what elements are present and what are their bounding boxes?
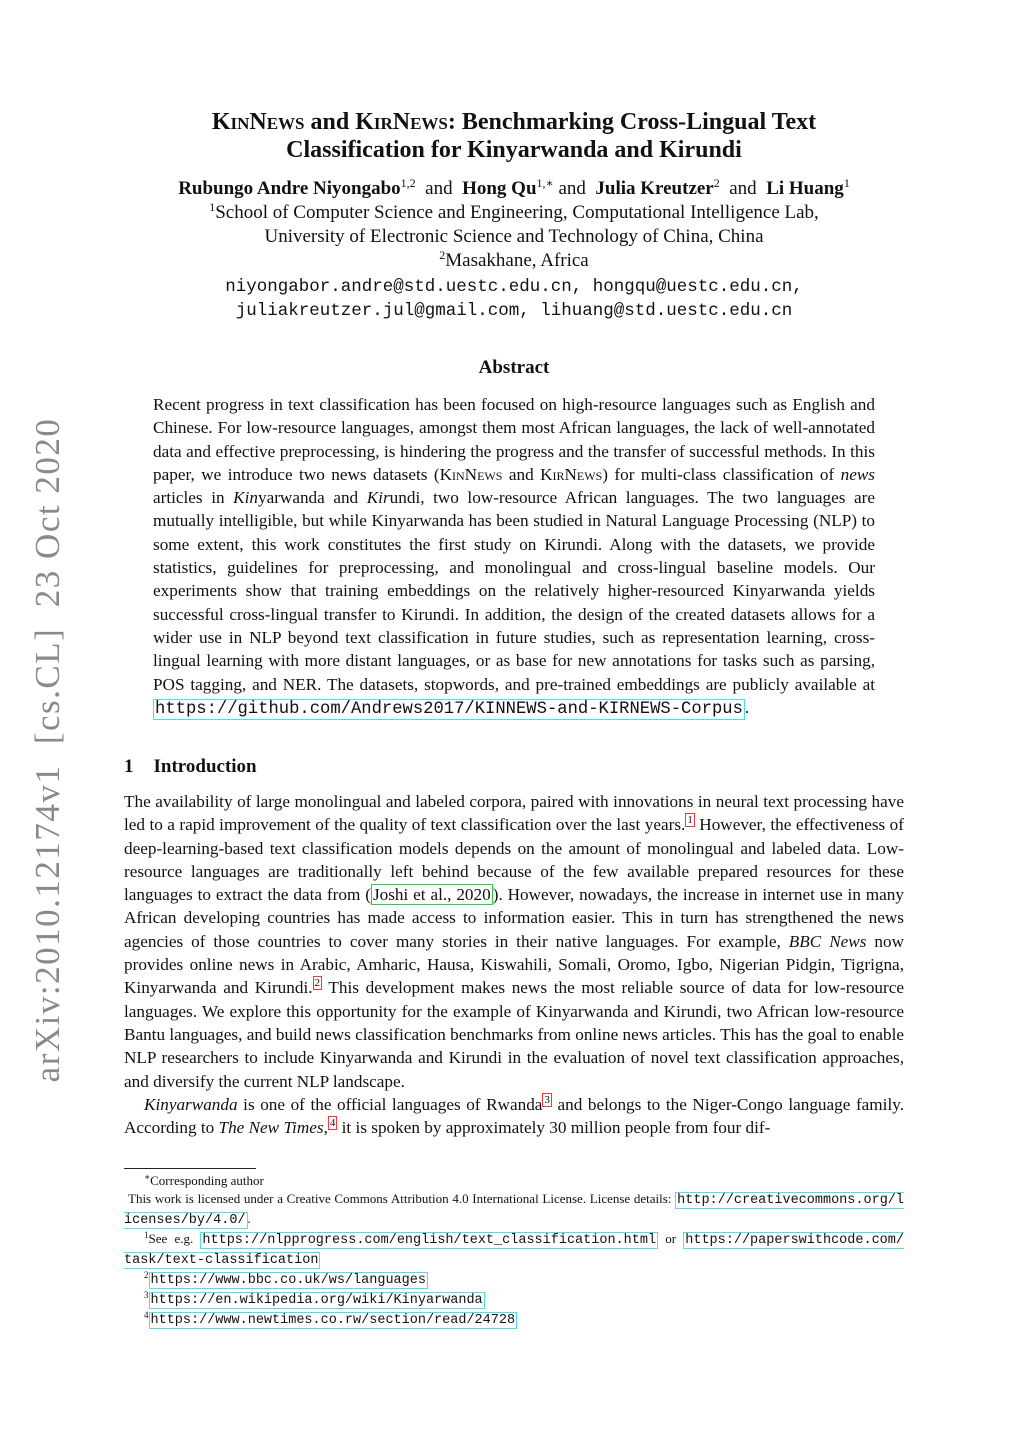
author-emails bbox=[124, 275, 904, 323]
abstract-kin: Kin bbox=[233, 488, 258, 508]
citation-joshi-2020[interactable]: Joshi et al., 2020 bbox=[372, 885, 491, 905]
section-title: Introduction bbox=[153, 756, 257, 777]
intro-p1-a: The availability of large monolingual and labeled corpora, paired with innovations in neural text processing have led to a rapid improvement of the quality of text classification over the last years. bbox=[124, 792, 904, 835]
introduction-body bbox=[124, 790, 904, 1139]
footnote-license bbox=[124, 1190, 904, 1230]
footnote-1 bbox=[124, 1230, 904, 1270]
abstract-text-7: . bbox=[744, 697, 750, 717]
title-line2: Classification for Kinyarwanda and Kirundi bbox=[286, 137, 742, 163]
arxiv-id: arXiv:2010.12174v1 bbox=[28, 764, 67, 1083]
arxiv-stamp bbox=[0, 0, 90, 1448]
footnote-corresponding bbox=[124, 1172, 904, 1190]
abstract-kinnews: KinNews bbox=[439, 464, 503, 484]
intro-p1-c: ). However, nowadays, the increase in internet use in many African developing countries has made access to information easier. This in turn has strengthened the news agencies of those countries to cover many stories in their native languages. For example, bbox=[124, 885, 904, 951]
abstract-kirnews: KirNews bbox=[540, 464, 603, 484]
abstract-heading: Abstract bbox=[478, 357, 550, 378]
abstract-text-4: articles in bbox=[153, 488, 234, 508]
intro-p1-b: However, the effectiveness of deep-learning-based text classification models depends on the amount of monolingual and labeled data. Low-resource languages are traditionally left behind because of the few available prepared resources for these languages to extract the data from ( bbox=[124, 815, 904, 905]
author-3-sup: 2 bbox=[713, 176, 720, 190]
author-1-sup: 1,2 bbox=[400, 176, 416, 190]
abstract-news: news bbox=[840, 464, 875, 484]
email-line-1: niyongabor.andre@std.uestc.edu.cn, hongqu@uestc.edu.cn, bbox=[225, 277, 803, 297]
author-4: Li Huang bbox=[766, 178, 844, 199]
author-list bbox=[124, 177, 904, 201]
title-kinnews: KinNews bbox=[211, 109, 305, 135]
author-sep-3: and bbox=[729, 178, 757, 199]
footnote-4 bbox=[124, 1310, 904, 1330]
footnotes bbox=[124, 1172, 904, 1330]
author-2-sup: 1,∗ bbox=[536, 176, 554, 190]
footnote-2 bbox=[124, 1270, 904, 1290]
affil-line-2: University of Electronic Science and Technology of China, China bbox=[264, 226, 764, 247]
license-link[interactable]: http://creativecommons.org/licenses/by/4.0/ bbox=[124, 1193, 904, 1228]
footnote-link-4[interactable]: 4 bbox=[329, 1117, 336, 1130]
footnote-3 bbox=[124, 1290, 904, 1310]
footnote-4-mark: 4 bbox=[144, 1310, 149, 1320]
footnote-1-text: See e.g. bbox=[148, 1231, 201, 1246]
abstract-text-5: yarwanda and bbox=[257, 488, 367, 508]
intro-paragraph-1 bbox=[124, 790, 904, 1093]
title-line1: : Benchmarking Cross-Lingual Text bbox=[447, 109, 817, 135]
arxiv-category: [cs.CL] bbox=[28, 627, 67, 745]
footnote-3-mark: 3 bbox=[144, 1290, 149, 1300]
author-sep-2: and bbox=[558, 178, 586, 199]
abstract-text-2: and bbox=[502, 464, 541, 484]
footnote-1-or: or bbox=[658, 1231, 684, 1246]
wikipedia-link[interactable]: https://en.wikipedia.org/wiki/Kinyarwanda bbox=[150, 1293, 483, 1308]
abstract-kir: Kir bbox=[366, 488, 390, 508]
arxiv-stamp-text bbox=[28, 418, 68, 1083]
footnote-link-2[interactable]: 2 bbox=[314, 977, 321, 990]
footnote-link-3[interactable]: 3 bbox=[544, 1093, 550, 1106]
author-2: Hong Qu bbox=[462, 178, 537, 199]
paper-title bbox=[124, 108, 904, 164]
email-line-2: juliakreutzer.jul@gmail.com, lihuang@std.uestc.edu.cn bbox=[235, 301, 793, 321]
github-corpus-link[interactable]: https://github.com/Andrews2017/KINNEWS-and-KIRNEWS-Corpus bbox=[155, 699, 743, 719]
title-and: and bbox=[304, 109, 356, 135]
section-heading-introduction bbox=[124, 756, 277, 778]
license-text: This work is licensed under a Creative Commons Attribution 4.0 International License. License details: bbox=[128, 1191, 676, 1206]
abstract-body bbox=[153, 393, 875, 721]
author-sep-1: and bbox=[425, 178, 453, 199]
title-kirnews: KirNews bbox=[355, 109, 448, 135]
nlpprogress-link[interactable]: https://nlpprogress.com/english/text_classification.html bbox=[202, 1233, 657, 1248]
author-1: Rubungo Andre Niyongabo bbox=[178, 178, 401, 199]
footnote-rule bbox=[124, 1168, 256, 1169]
intro-p2-d: it is spoken by approximately 30 million people from four dif- bbox=[337, 1118, 771, 1138]
affiliations bbox=[124, 201, 904, 273]
bbc-languages-link[interactable]: https://www.bbc.co.uk/ws/languages bbox=[150, 1273, 426, 1288]
intro-paragraph-2 bbox=[124, 1093, 904, 1140]
abstract-text-1: Recent progress in text classification has been focused on high-resource languages such as English and Chinese. For low-resource languages, amongst them most African languages, the lack of well-annotated data and effective preprocessing, is hindering the progress and the transfer of successful methods. In this paper, we introduce two news datasets ( bbox=[153, 395, 875, 484]
abstract-text-6: undi, two low-resource African languages. The two languages are mutually intelligible, but while Kinyarwanda has been studied in Natural Language Processing (NLP) to some extent, this work constitutes the first study on Kirundi. Along with the datasets, we provide statistics, guidelines for preprocessing, and monolingual and cross-lingual baseline models. Our experiments show that training embeddings on the relatively higher-resourced Kinyarwanda yields successful cross-lingual transfer to Kirundi. In addition, the design of the created datasets allows for a wider use in NLP beyond text classification in future studies, such as representation learning, cross-lingual learning with more distant languages, or as base for new annotations for tasks such as parsing, POS tagging, and NER. The datasets, stopwords, and pre-trained embeddings are publicly available at bbox=[153, 488, 875, 694]
intro-p1-e: This development makes news the most reliable source of data for low-resource languages. We explore this opportunity for the example of Kinyarwanda and Kirundi, two African low-resource Bantu languages, and build news classification benchmarks from online news articles. This has the goal to enable NLP researchers to include Kinyarwanda and Kirundi in the evaluation of novel text classification approaches, and diversify the current NLP landscape. bbox=[124, 978, 904, 1091]
affil-2-sup: 2 bbox=[439, 248, 446, 262]
license-end: . bbox=[247, 1211, 251, 1226]
intro-p2-b: and belongs to the Niger-Congo language family. According to bbox=[124, 1094, 904, 1138]
footnote-star-mark: ∗ bbox=[144, 1172, 151, 1182]
new-times: The New Times bbox=[218, 1118, 324, 1138]
footnote-link-1[interactable]: 1 bbox=[687, 814, 693, 827]
affil-line-1: School of Computer Science and Engineering, Computational Intelligence Lab, bbox=[215, 202, 819, 223]
arxiv-date: 23 Oct 2020 bbox=[28, 417, 67, 608]
intro-p2-c: , bbox=[323, 1118, 328, 1138]
bbc-news: BBC News bbox=[788, 931, 867, 951]
footnote-star-text: Corresponding author bbox=[150, 1173, 264, 1188]
affil-1-sup: 1 bbox=[209, 200, 216, 214]
kinyarwanda-italic: Kinyarwanda bbox=[144, 1094, 238, 1114]
abstract-text-3: ) for multi-class classification of bbox=[602, 464, 841, 484]
section-number: 1 bbox=[124, 756, 134, 777]
footnote-1-mark: 1 bbox=[144, 1230, 149, 1240]
intro-p1-d: now provides online news in Arabic, Amharic, Hausa, Kiswahili, Somali, Oromo, Igbo, Nigerian Pidgin, Tigrigna, Kinyarwanda and Kirundi. bbox=[124, 931, 904, 998]
author-4-sup: 1 bbox=[843, 176, 850, 190]
author-3: Julia Kreutzer bbox=[595, 178, 714, 199]
footnote-2-mark: 2 bbox=[144, 1270, 149, 1280]
paperswithcode-link[interactable]: https://paperswithcode.com/task/text-classification bbox=[124, 1233, 904, 1268]
intro-p2-a: is one of the official languages of Rwanda bbox=[237, 1094, 543, 1114]
affil-line-3: Masakhane, Africa bbox=[445, 250, 589, 271]
newtimes-link[interactable]: https://www.newtimes.co.rw/section/read/24728 bbox=[150, 1313, 516, 1328]
